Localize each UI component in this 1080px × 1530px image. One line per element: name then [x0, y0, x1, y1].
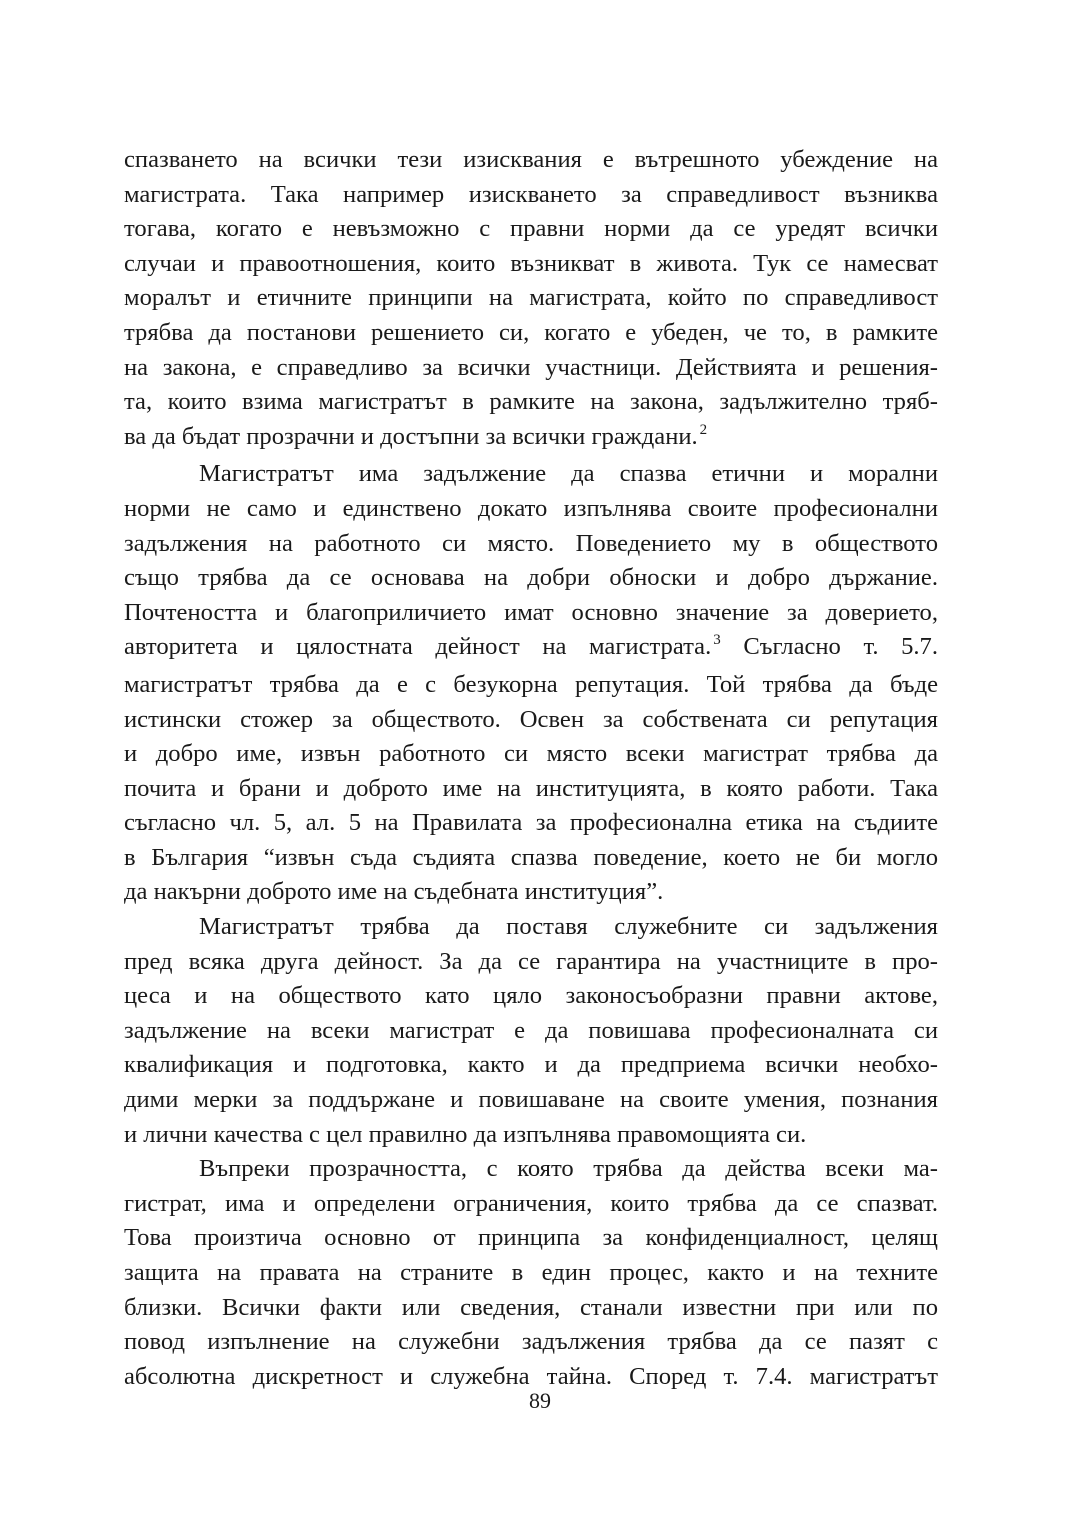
text-line: и лични качества с цел правилно да изпълнява правомощията си. [124, 1120, 807, 1148]
text-line: защита на правата на страните в един процес, както и на техните [124, 1259, 938, 1286]
text-line: тогава, когато е невъзможно с правни норми да се уредят всички [124, 215, 938, 243]
text-line: норми не само и единствено докато изпълнява своите професионални [124, 494, 938, 522]
body-text [124, 143, 938, 1394]
text-line-content: авторитета и цялостната дейност на магистрата. [124, 633, 712, 661]
text-line: Магистратът трябва да поставя служебните си задължения [199, 913, 938, 941]
text-line: също трябва да се основава на добри обноски и добро държание. [124, 564, 938, 592]
page-number: 89 [529, 1388, 551, 1413]
paragraph-2 [124, 457, 938, 910]
text-line: на закона, е справедливо за всички участници. Действията и решения- [124, 353, 938, 381]
text-line: да накърни доброто име на съдебната институция”. [124, 878, 664, 906]
text-line-content: Съгласно т. 5.7. [720, 633, 938, 661]
text-line: та, които взима магистратът в рамките на закона, задължително тряб- [124, 388, 938, 416]
text-line: магистратът трябва да е с безукорна репутация. Той трябва да бъде [124, 670, 938, 698]
text-line: в България “извън съда съдията спазва поведение, което не би могло [124, 843, 938, 871]
paragraph-3 [124, 910, 938, 1152]
text-line: Магистратът има задължение да спазва етични и морални [199, 460, 938, 488]
text-line: истински стожер за обществото. Освен за собствената си репутация [124, 705, 938, 733]
text-line: пред всяка друга дейност. За да се гарантира на участниците в про- [124, 947, 938, 975]
text-line: Това произтича основно от принципа за конфиденциалност, целящ [124, 1224, 938, 1252]
text-line [124, 630, 938, 668]
text-line: спазването на всички тези изисквания е вътрешното убеждение на [124, 146, 938, 173]
text-line: гистрат, има и определени ограничения, които трябва да се спазват. [124, 1189, 938, 1217]
text-line: близки. Всички факти или сведения, станали известни при или по [124, 1293, 938, 1321]
text-line: абсолютна дискретност и служебна тайна. Според т. 7.4. магистратът [124, 1362, 938, 1390]
paragraph-1 [124, 143, 938, 457]
text-line: случаи и правоотношения, които възникват в живота. Тук се намесват [124, 249, 938, 277]
text-line: квалификация и подготовка, както и да предприема всички необхо- [124, 1051, 938, 1079]
text-line: магистрата. Така например изискването за справедливост възниква [124, 180, 938, 208]
text-line: задължения на работното си място. Поведението му в обществото [124, 529, 938, 557]
text-line-content: ва да бъдат прозрачни и достъпни за всички граждани. [124, 422, 698, 450]
text-line: съгласно чл. 5, ал. 5 на Правилата за професионална етика на съдиите [124, 809, 938, 837]
text-line: Въпреки прозрачността, с която трябва да действа всеки ма- [199, 1155, 938, 1183]
text-line [124, 420, 938, 458]
text-line: и добро име, извън работното си място всеки магистрат трябва да [124, 740, 938, 768]
footnote-ref-3[interactable]: 3 [713, 632, 721, 649]
paragraph-4 [124, 1152, 938, 1394]
text-line: цеса и на обществото като цяло законосъобразни правни актове, [124, 982, 938, 1010]
text-line: повод изпълнение на служебни задължения трябва да се пазят с [124, 1328, 938, 1356]
text-line: задължение на всеки магистрат е да повишава професионалната си [124, 1016, 938, 1044]
text-line: дими мерки за поддържане и повишаване на своите умения, познания [124, 1086, 938, 1114]
text-line: моралът и етичните принципи на магистрата, който по справедливост [124, 284, 938, 312]
text-line: почита и брани и доброто име на институцията, в която работи. Така [124, 774, 938, 802]
footnote-ref-2[interactable]: 2 [699, 421, 708, 438]
text-line: Почтеността и благоприличието имат основно значение за доверието, [124, 598, 938, 626]
text-line: трябва да постанови решението си, когато е убеден, че то, в рамките [124, 318, 938, 346]
